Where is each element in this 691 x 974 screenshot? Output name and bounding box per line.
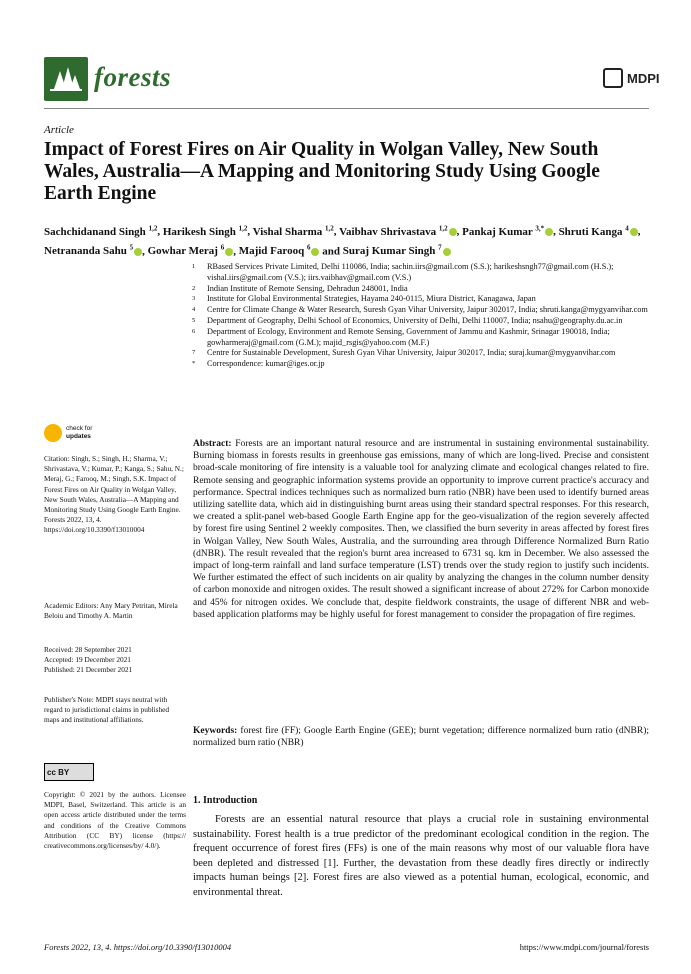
affiliation-text: Institute for Global Environmental Strategies, Hayama 240-0115, Miura District, Kanagawa, Japan <box>207 294 536 304</box>
affiliation-number: 3 <box>192 295 196 303</box>
academic-editors: Academic Editors: Any Mary Petritan, Mirela Beloiu and Timothy A. Martin <box>44 601 178 621</box>
citation: Citation: Singh, S.; Singh, H.; Sharma, V.; Shrivastava, V.; Kumar, P.; Kanga, S.; Sahu, N.; Meraj, G.; Farooq, M.; Singh, S.K. Impact of Forest Fires on Air Quality in Wolgan Valley, New South Wales, Australia—A Mapping and Monitoring Study Using Google Earth Engine. Forests 2022, 13, 4. https://doi.org/10.3390/f13010004 <box>44 454 184 535</box>
orcid-icon[interactable] <box>449 228 457 236</box>
tree-icon <box>44 57 88 101</box>
mdpi-icon <box>603 68 623 88</box>
author-affiliation-sup: 7 <box>438 243 442 252</box>
orcid-icon[interactable] <box>630 228 638 236</box>
author-affiliation-sup: 4 <box>625 224 629 232</box>
cc-license-label: cc BY <box>47 767 70 777</box>
affiliation-row <box>192 262 650 284</box>
affiliation-number: * <box>192 360 196 368</box>
publisher-name: MDPI <box>627 70 660 86</box>
orcid-icon[interactable] <box>134 248 142 256</box>
author-name[interactable]: Majid Farooq $^6$ <box>239 245 320 257</box>
date-accepted: Accepted: 19 December 2021 <box>44 655 131 665</box>
header-rule <box>44 108 649 109</box>
copyright: Copyright: © 2021 by the authors. Licensee MDPI, Basel, Switzerland. This article is an open access article distributed under the terms and conditions of the Creative Commons Attribution (CC BY) license (https:// creativecommons.org/licenses/by/ 4.0/). <box>44 790 186 851</box>
affiliations <box>192 262 650 370</box>
date-published: Published: 21 December 2021 <box>44 665 133 675</box>
author-affiliation-sup: 5 <box>129 243 134 252</box>
author-affiliation-sup: 1,2 <box>238 224 248 232</box>
affiliation-text: Indian Institute of Remote Sensing, Dehradun 248001, India <box>207 283 408 293</box>
affiliation-text: Department of Geography, Delhi School of Economics, University of Delhi, Delhi 110007, India; nsahu@geography.du.ac.in <box>207 315 623 325</box>
author-affiliation-sup: 1,2 <box>325 224 334 232</box>
intro-paragraph: Forests are an essential natural resource that plays a crucial role in sustaining environmental sustainability. Forest health is a true predictor of the predominant ecological condition in the region. The frequent occurrence of forest fires (FFs) is one of the main reasons why most of our valuable flora have been depleted and distressed [1]. Further, the devastation from these deadly fires directly or indirectly impacts human beings [2]. Forest fires are also viewed as a potential human, ecological, economic, and environmental threat. <box>193 814 649 898</box>
orcid-icon[interactable] <box>545 228 553 236</box>
section-heading: 1. Introduction <box>193 795 258 806</box>
author-affiliation-sup: 1,2 <box>148 224 158 232</box>
affiliation-row <box>192 284 650 295</box>
date-received: Received: 28 September 2021 <box>44 645 132 654</box>
orcid-icon[interactable] <box>225 248 233 256</box>
author-name[interactable]: Netrananda Sahu $^5$ <box>44 245 142 257</box>
dates <box>44 645 186 676</box>
check-for-updates[interactable] <box>44 424 92 442</box>
affiliation-row <box>192 305 650 316</box>
keywords <box>193 725 649 749</box>
author-name[interactable]: Pankaj Kumar $^{3,*}$ <box>462 226 553 238</box>
footer-citation: Forests 2022, 13, 4. https://doi.org/10.3390/f13010004 <box>44 942 232 952</box>
check-line2: updates <box>66 433 91 440</box>
affiliation-row <box>192 294 650 305</box>
affiliation-number: 2 <box>192 284 196 292</box>
affiliation-row <box>192 316 650 327</box>
keywords-label: Keywords: <box>193 726 238 736</box>
affiliation-text: Centre for Sustainable Development, Suresh Gyan Vihar University, Jaipur 302017, India; suraj.kumar@mygyanvihar.com <box>207 348 616 358</box>
author-affiliation-sup: 6 <box>220 243 225 252</box>
affiliation-number: 4 <box>192 306 196 314</box>
journal-name: forests <box>94 62 171 92</box>
journal-logo <box>44 57 88 101</box>
article-title: Impact of Forest Fires on Air Quality in Wolgan Valley, New South Wales, Australia—A Mapping and Monitoring Study Using Google Earth Engine <box>44 139 600 204</box>
abstract <box>193 438 649 621</box>
affiliation-number: 1 <box>192 263 196 270</box>
check-updates-icon <box>44 424 62 442</box>
author-name[interactable]: Shruti Kanga $^4$ <box>559 226 638 238</box>
orcid-icon[interactable] <box>311 248 319 256</box>
cc-by-badge[interactable] <box>44 763 94 781</box>
author-name[interactable]: Suraj Kumar Singh $^7$ <box>343 245 451 257</box>
affiliation-row <box>192 348 650 359</box>
affiliation-text: RBased Services Private Limited, Delhi 110086, India; sachin.iirs@gmail.com (S.S.); harikeshsngh77@gmail.com (H.S.); vishal.iirs@gmail.com (V.S.); iirs.vaibhav@gmail.com (V.S.) <box>207 262 614 282</box>
abstract-text: Forests are an important natural resource and are instrumental in sustaining environmental sustainability. Burning biomass in forests results in greenhouse gas emissions, many of which are long-lived. Precise and consistent broad-scale monitoring of fire intensity is a valuable tool for analyzing climate and ecological changes related to fire. Remote sensing and geographic information systems provide an opportunity to improve current practice's accuracy and performance. Spectral indices techniques such as normalized burn ratio (NBR) have been used to identify burned areas utilizing satellite data, which aid in distinguishing burnt areas using their standard spectral responses. For this research, we created a split-panel web-based Google Earth Engine app for the geo-visualization of the region severely affected by forest fire using Sentinel 2 weekly composites. Then, we classified the burn severity in areas affected by forest fires in Wolgan Valley, New South Wales, Australia, and the surrounding area through Difference Normalized Burn Ratio (dNBR). The result revealed that the region's burnt area increased to 6731 sq. km in December. We also assessed the impact of long-term rainfall and land surface temperature (LST) trends over the study region to justify such incidents. We further estimated the effect of such incidents on air quality by analyzing the changes in the column number density of carbon monoxide and nitrogen oxides. The result showed a significant increase of about 272% for Carbon monoxide and 45% for nitrogen oxides. We conclude that, despite fieldwork constraints, the usage of different NBR and web-based application platforms may be highly useful for forest management to consider the propagation of fire regimes. <box>193 439 650 620</box>
author-affiliation-sup: 6 <box>306 243 311 252</box>
affiliation-text: Department of Ecology, Environment and Remote Sensing, Government of Jammu and Kashmir, Srinagar 190018, India; gowharmeraj@gmail.com (G.M.); majid_rsgis@yahoo.com (M.F.) <box>207 326 610 347</box>
affiliation-row <box>192 327 650 349</box>
abstract-label: Abstract: <box>193 439 232 449</box>
check-line1: check for <box>66 425 93 432</box>
affiliation-number: 7 <box>192 349 196 357</box>
author-name[interactable]: Vaibhav Shrivastava $^{1,2}$ <box>339 226 457 238</box>
author-name[interactable]: Sachchidanand Singh $^{1,2}$ <box>44 224 158 238</box>
affiliation-text: Correspondence: kumar@iges.or.jp <box>207 359 325 369</box>
author-list: Sachchidanand Singh $^{1,2}$, Harikesh Singh $^{1,2}$, Vishal Sharma $^{1,2}$, Vaibhav Shrivastava $^{1,2}$ , Pankaj Kumar $^{3,*}$ , Shruti Kanga $^4$ , Netrananda Sahu $^5$ , Gowhar Meraj $^6$ , Majid Farooq $^6$ and Suraj Kumar Singh $^7$ <box>44 224 641 258</box>
affiliation-text: Centre for Climate Change & Water Research, Suresh Gyan Vihar University, Jaipur 302017, India; shruti.kanga@mygyanvihar.com <box>207 305 648 315</box>
author-name[interactable]: Gowhar Meraj $^6$ <box>148 245 234 257</box>
affiliation-number: 5 <box>192 316 196 324</box>
author-affiliation-sup: 1,2 <box>438 224 448 232</box>
footer-url[interactable]: https://www.mdpi.com/journal/forests <box>519 942 649 952</box>
publisher-logo <box>603 68 660 88</box>
author-name[interactable]: Harikesh Singh $^{1,2}$ <box>162 224 248 238</box>
orcid-icon[interactable] <box>443 248 451 256</box>
publisher-note: Publisher's Note: MDPI stays neutral with regard to jurisdictional claims in published maps and institutional affiliations. <box>44 695 170 725</box>
keywords-text: forest fire (FF); Google Earth Engine (GEE); burnt vegetation; difference normalized burn ratio (dNBR); normalized burn ratio (NBR) <box>193 726 649 749</box>
author-name[interactable]: Vishal Sharma $^{1,2}$ <box>252 224 334 238</box>
affiliation-number: 6 <box>192 327 196 335</box>
article-type: Article <box>44 124 74 136</box>
author-affiliation-sup: 3,* <box>535 224 545 232</box>
affiliation-row <box>192 359 650 370</box>
